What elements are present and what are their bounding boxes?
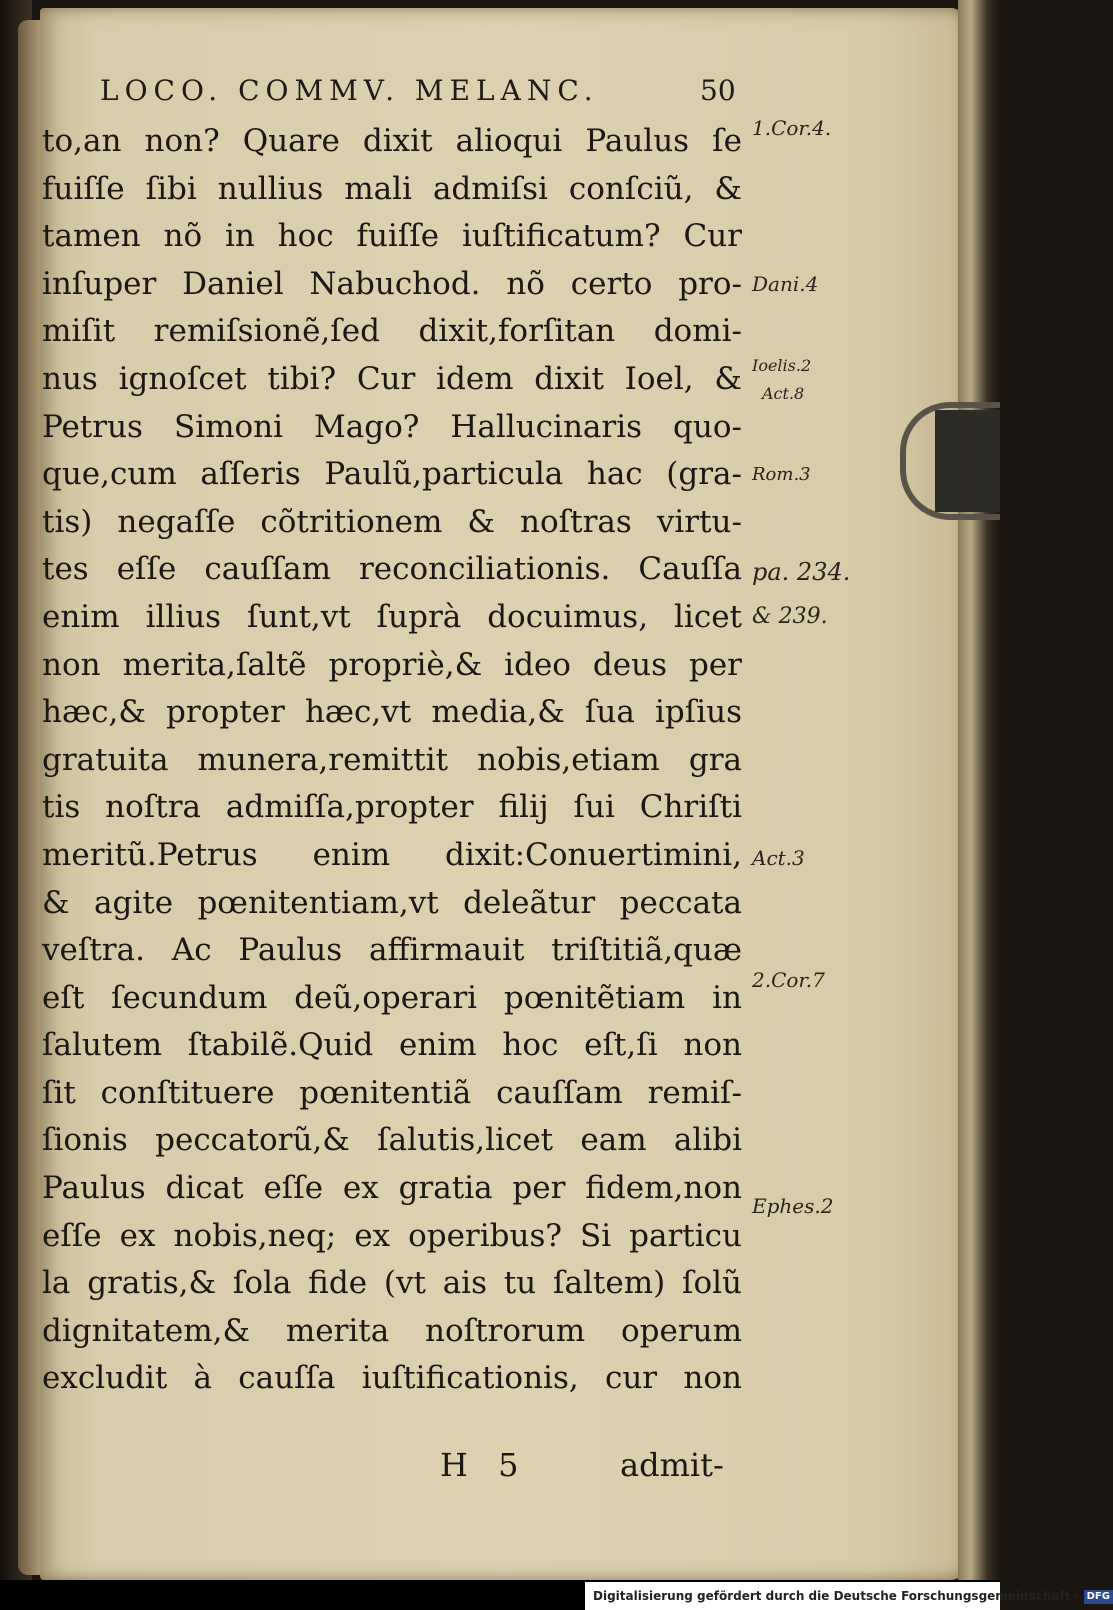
- margin-note: 2.Cor.7: [752, 968, 825, 992]
- text-line: hæc,& propter hæc,vt media,& ſua ipſius: [42, 694, 742, 731]
- page-fore-edge: [958, 0, 1000, 1580]
- margin-note: Act.3: [752, 846, 805, 870]
- text-line: inſuper Daniel Nabuchod. nõ certo pro-: [42, 265, 742, 302]
- catchword: admit-: [620, 1446, 724, 1484]
- margin-note: & 239.: [752, 604, 828, 629]
- text-line: enim illius ſunt,vt ſuprà docuimus, licet: [42, 598, 742, 635]
- page-number: 50: [700, 74, 736, 107]
- text-line: & agite pœnitentiam,vt deleãtur peccata: [42, 884, 742, 921]
- text-line: meritũ.Petrus enim dixit:Conuertimini,: [42, 836, 742, 873]
- text-line: Petrus Simoni Mago? Hallucinaris quo-: [42, 408, 742, 445]
- marginal-references: [752, 0, 872, 1560]
- text-line: ſionis peccatorũ,& ſalutis,licet eam alibi: [42, 1122, 742, 1159]
- margin-note: pa. 234.: [752, 558, 851, 586]
- margin-note: Act.8: [762, 384, 805, 403]
- text-line: gratuita munera,remittit nobis,etiam gra: [42, 741, 742, 778]
- text-line: dignitatem,& merita noſtrorum operum: [42, 1312, 742, 1349]
- text-line: veſtra. Ac Paulus affirmauit triſtitiã,quæ: [42, 932, 742, 969]
- book-clasp: [900, 402, 1000, 520]
- text-line: ſalutem ſtabilẽ.Quid enim hoc eſt,ſi non: [42, 1027, 742, 1064]
- running-title: LOCO. COMMV. MELANC.: [100, 74, 599, 107]
- signature-mark: H 5: [440, 1446, 529, 1484]
- main-text-block: [42, 118, 742, 1403]
- text-line: que,cum aſſeris Paulũ,particula hac (gra-: [42, 456, 742, 493]
- margin-note: Ioelis.2: [752, 356, 812, 375]
- text-line: eſſe ex nobis,neq; ex operibus? Si particu: [42, 1217, 742, 1254]
- text-line: excludit à cauſſa iuſtificationis, cur non: [42, 1360, 742, 1397]
- text-line: ſit conſtituere pœnitentiã cauſſam remiſ-: [42, 1074, 742, 1111]
- margin-note: 1.Cor.4.: [752, 116, 832, 140]
- margin-note: Ephes.2: [752, 1194, 834, 1218]
- text-line: tes eſſe cauſſam reconciliationis. Cauſſa: [42, 551, 742, 588]
- text-line: tis) negaſſe cõtritionem & noſtras virtu-: [42, 503, 742, 540]
- text-line: eſt ſecundum deũ,operari pœnitẽtiam in: [42, 979, 742, 1016]
- text-line: to,an non? Quare dixit alioqui Paulus ſe: [42, 123, 742, 159]
- dfg-logo: DFG: [1084, 1590, 1113, 1604]
- text-line: fuiſſe ſibi nullius mali admiſsi conſciũ, &: [42, 170, 742, 207]
- text-line: nus ignoſcet tibi? Cur idem dixit Ioel, &: [42, 360, 742, 397]
- text-line: non merita,ſaltẽ propriè,& ideo deus per: [42, 646, 742, 683]
- margin-note: Rom.3: [752, 464, 811, 485]
- text-line: Paulus dicat eſſe ex gratia per fidem,non: [42, 1170, 742, 1207]
- text-line: la gratis,& ſola fide (vt ais tu ſaltem) ſolũ: [42, 1265, 742, 1302]
- text-line: miſit remiſsionẽ,ſed dixit,forſitan domi-: [42, 313, 742, 350]
- text-line: tamen nõ in hoc fuiſſe iuſtificatum? Cur: [42, 218, 742, 255]
- digitization-credit: [585, 1582, 1110, 1610]
- credit-text: Digitalisierung gefördert durch die Deutsche Forschungsgemeinschaft -: [593, 1589, 1080, 1603]
- text-line: tis noſtra admiſſa,propter filij ſui Chriſti: [42, 789, 742, 826]
- margin-note: Dani.4: [752, 272, 819, 296]
- running-header: [100, 74, 740, 114]
